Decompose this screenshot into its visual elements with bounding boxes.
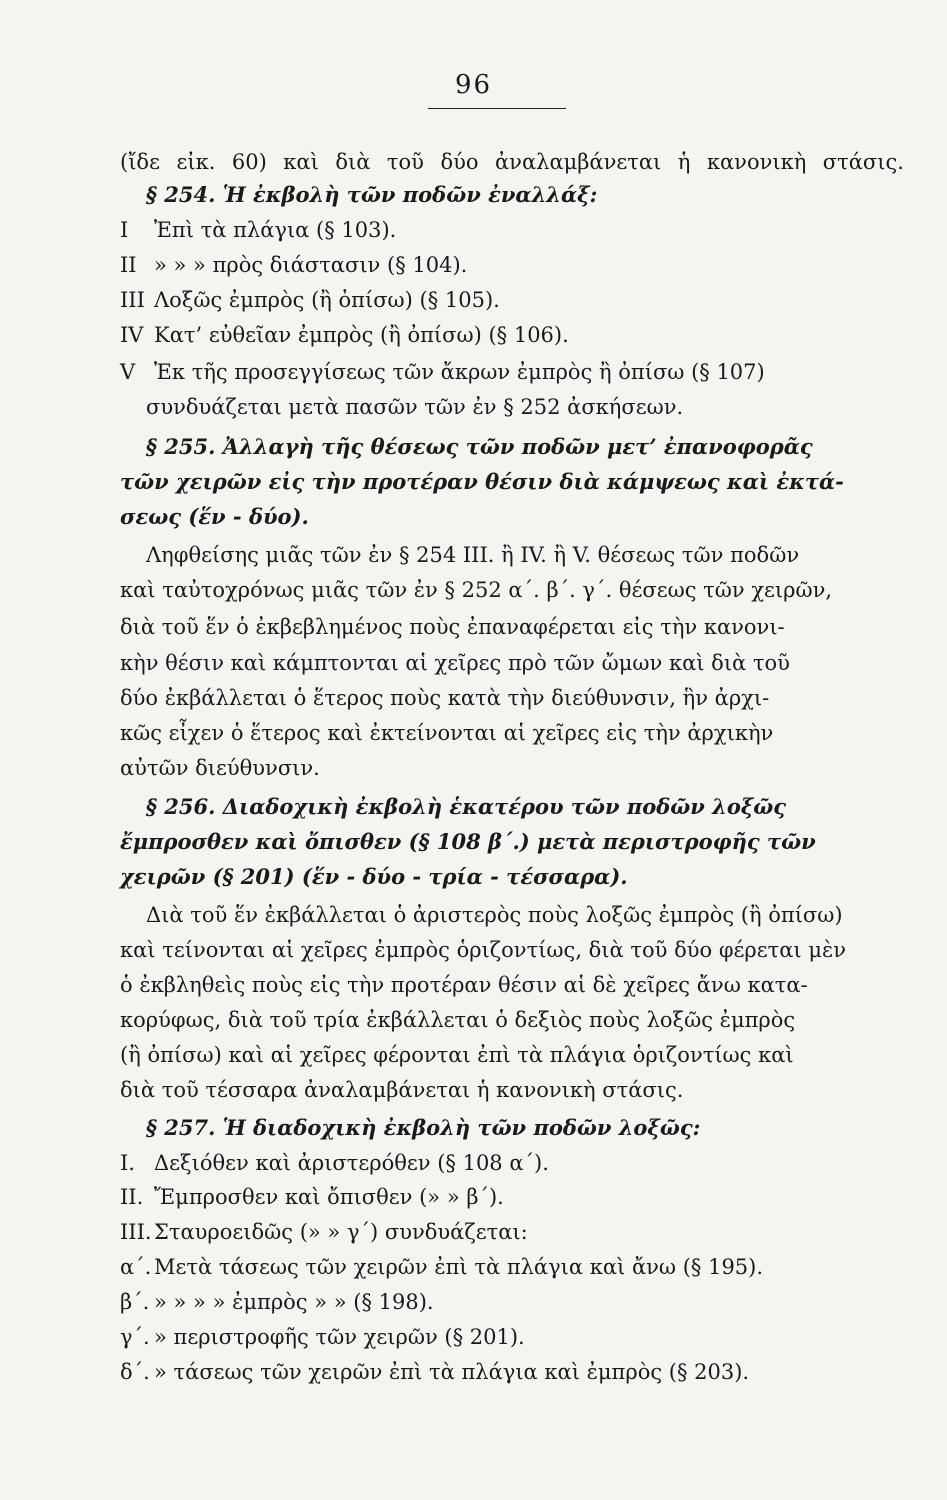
line-text: » τάσεως τῶν χειρῶν ἐπὶ τὰ πλάγια καὶ ἐμπρὸς (§ 203). [154,1360,750,1384]
text-line [120,147,904,177]
text-line [120,1113,930,1143]
text-line [120,970,904,1000]
word: 60) [231,150,267,174]
word: δύο [440,150,479,174]
text-line [120,215,904,245]
line-text: διὰ τοῦ τέσσαρα ἀναλαμβάνεται ἡ κανονικὴ στάσις. [120,1078,684,1102]
line-text: Ληφθείσης μιᾶς τῶν ἐν § 254 III. ἢ IV. ἢ V. θέσεως τῶν ποδῶν [146,543,800,567]
list-number: II. [120,1185,144,1209]
line-text: συνδυάζεται μετὰ πασῶν τῶν ἐν § 252 ἀσκήσεων. [146,395,684,419]
text-line [120,1252,904,1282]
text-line [120,285,904,315]
line-text: Ἔμπροσθεν καὶ ὄπισθεν (» » β΄). [154,1185,504,1209]
list-number: II [120,253,137,277]
word: (ἴδε [120,150,160,174]
text-line [120,575,904,605]
list-number: I [120,218,129,242]
text-line [120,1075,904,1105]
text-line [120,753,904,783]
line-text: Μετὰ τάσεως τῶν χειρῶν ἐπὶ τὰ πλάγια καὶ ἄνω (§ 195). [154,1255,764,1279]
text-line [120,827,904,857]
text-line [120,467,904,497]
list-number: IV [120,323,144,347]
line-text: » περιστροφῆς τῶν χειρῶν (§ 201). [154,1325,525,1349]
text-line [120,1182,904,1212]
word: τοῦ [386,150,424,174]
list-number: V [120,360,136,384]
line-text: Ἐπὶ τὰ πλάγια (§ 103). [154,218,397,242]
text-line [120,792,930,822]
text-line [120,683,904,713]
line-text: αὐτῶν διεύθυνσιν. [120,756,320,780]
text-line [120,180,930,210]
list-number: δ΄. [120,1360,150,1384]
line-text: Ἐκ τῆς προσεγγίσεως τῶν ἄκρων ἐμπρὸς ἢ ὀπίσω (§ 107) [154,360,765,384]
line-text: § 256. Διαδοχικὴ ἐκβολὴ ἑκατέρου τῶν ποδῶν λοξῶς [146,794,787,819]
line-text: κὴν θέσιν καὶ κάμπτονται αἱ χεῖρες πρὸ τῶν ὤμων καὶ διὰ τοῦ [120,651,790,675]
line-text: Λοξῶς ἐμπρὸς (ἢ ὀπίσω) (§ 105). [154,288,500,312]
line-text: χειρῶν (§ 201) (ἕν - δύο - τρία - τέσσαρα). [120,864,628,889]
line-text: Διὰ τοῦ ἕν ἐκβάλλεται ὁ ἀριστερὸς ποὺς λοξῶς ἐμπρὸς (ἢ ὀπίσω) [146,903,843,927]
list-number: α΄. [120,1255,152,1279]
list-number: I. [120,1151,135,1175]
word: ἡ [677,150,691,174]
text-line [120,862,904,892]
line-text: ὁ ἐκβληθεὶς ποὺς εἰς τὴν προτέραν θέσιν αἱ δὲ χεῖρες ἄνω κατα- [120,973,808,997]
text-line [120,612,904,642]
line-text: δύο ἐκβάλλεται ὁ ἕτερος ποὺς κατὰ τὴν διεύθυνσιν, ἣν ἀρχι- [120,686,770,710]
text-line [120,432,930,462]
text-line [120,502,904,532]
text-line [120,1040,904,1070]
word: εἰκ. [176,150,216,174]
line-text: κῶς εἶχεν ὁ ἕτερος καὶ ἐκτείνονται αἱ χεῖρες εἰς τὴν ἀρχικὴν [120,721,774,745]
word: κανονικὴ [706,150,807,174]
text-line [120,1322,904,1352]
word: διὰ [335,150,371,174]
text-line [120,935,904,965]
line-text: σεως (ἕν - δύο). [120,504,309,529]
line-text: διὰ τοῦ ἕν ὁ ἐκβεβλημένος ποὺς ἐπαναφέρεται εἰς τὴν κανονι- [120,615,785,639]
text-line [120,1217,904,1247]
text-line [120,250,904,280]
text-line [120,320,904,350]
word: ἀναλαμβάνεται [495,150,662,174]
list-number: III. [120,1220,152,1244]
line-text: § 254. Ἡ ἐκβολὴ τῶν ποδῶν ἐναλλάξ: [146,182,598,207]
text-line [120,1357,904,1387]
list-number: β΄. [120,1290,150,1314]
line-text: κορύφως, διὰ τοῦ τρία ἐκβάλλεται ὁ δεξιὸς ποὺς λοξῶς ἐμπρὸς [120,1008,796,1032]
text-line [120,540,930,570]
word: καὶ [283,150,319,174]
line-text: » » » πρὸς διάστασιν (§ 104). [154,253,468,277]
line-text: (ἢ ὀπίσω) καὶ αἱ χεῖρες φέρονται ἐπὶ τὰ πλάγια ὁριζοντίως καὶ [120,1043,794,1067]
text-line [120,1148,904,1178]
line-text: § 257. Ἡ διαδοχικὴ ἐκβολὴ τῶν ποδῶν λοξῶς: [146,1115,701,1140]
line-text: Σταυροειδῶς (» » γ΄) συνδυάζεται: [154,1220,528,1244]
text-line [120,1287,904,1317]
line-text: Δεξιόθεν καὶ ἀριστερόθεν (§ 108 α΄). [154,1151,549,1175]
page-number-rule [428,108,566,109]
list-number: III [120,288,145,312]
line-text: καὶ ταὐτοχρόνως μιᾶς τῶν ἐν § 252 α΄. β΄. γ΄. θέσεως τῶν χειρῶν, [120,578,833,602]
text-line [120,392,930,422]
list-number: γ΄. [120,1325,150,1349]
line-text: » » » » ἐμπρὸς » » (§ 198). [154,1290,434,1314]
page-number: 96 [454,70,493,100]
line-text: καὶ τείνονται αἱ χεῖρες ἐμπρὸς ὁριζοντίως, διὰ τοῦ δύο φέρεται μὲν [120,938,847,962]
text-line [120,718,904,748]
text-line [120,648,904,678]
line-text: Κατ’ εὐθεῖαν ἐμπρὸς (ἢ ὀπίσω) (§ 106). [154,323,569,347]
text-line [120,900,930,930]
text-line [120,357,904,387]
word: στάσις. [822,150,904,174]
line-text: τῶν χειρῶν εἰς τὴν προτέραν θέσιν διὰ κάμψεως καὶ ἐκτά- [120,469,844,494]
line-text: § 255. Ἀλλαγὴ τῆς θέσεως τῶν ποδῶν μετ’ ἐπανοφορᾶς [146,434,813,459]
text-line [120,1005,904,1035]
line-text: ἔμπροσθεν καὶ ὄπισθεν (§ 108 β΄.) μετὰ περιστροφῆς τῶν [120,829,816,854]
